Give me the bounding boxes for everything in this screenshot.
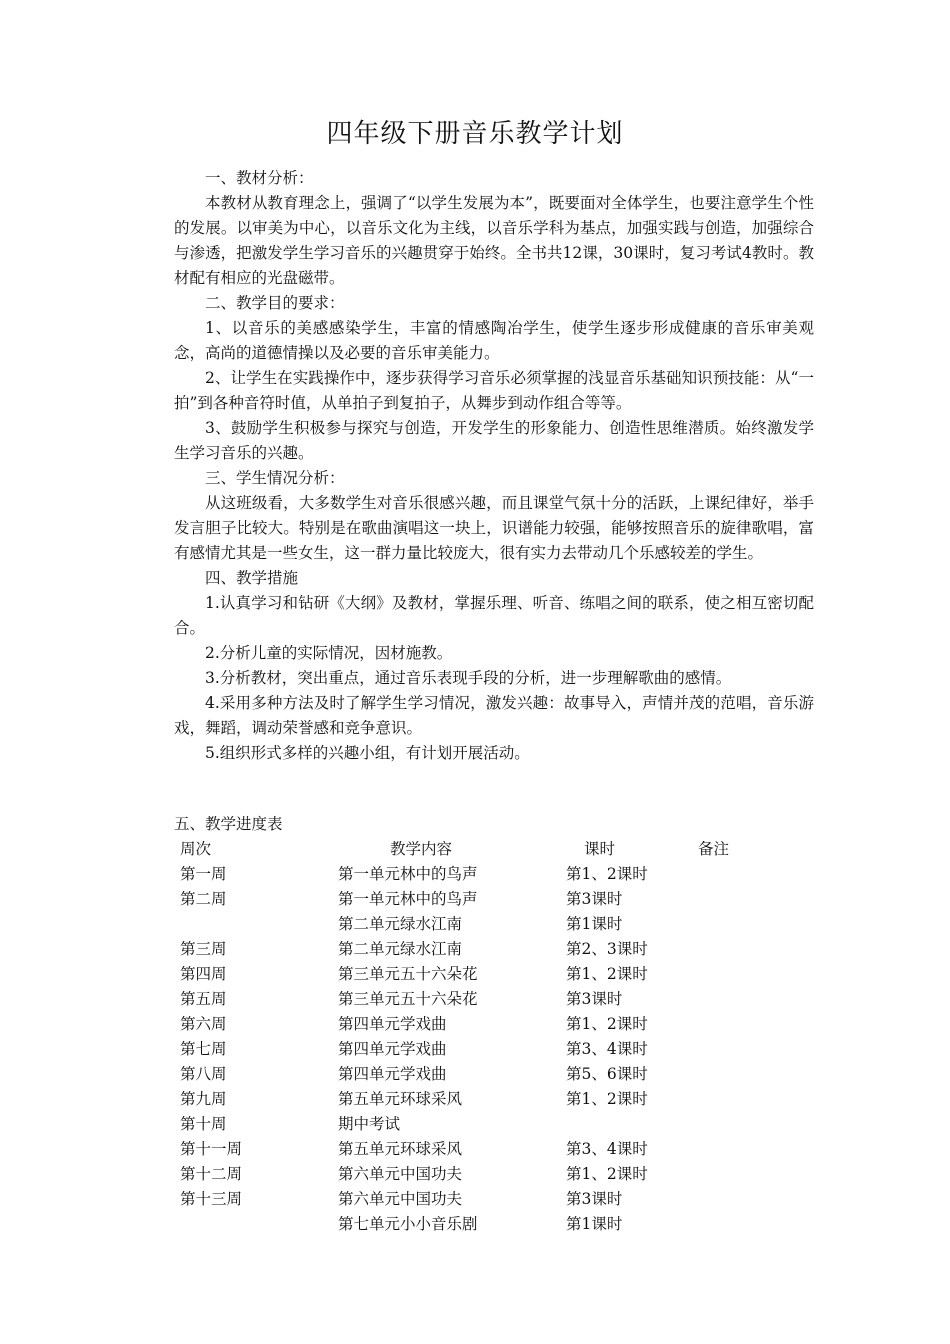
cell-content: 第二单元绿水江南 <box>338 915 463 933</box>
paragraph-measure-5: 5.组织形式多样的兴趣小组，有计划开展活动。 <box>205 744 530 762</box>
cell-hours: 第1课时 <box>566 915 623 933</box>
cell-content: 期中考试 <box>338 1115 401 1133</box>
cell-hours: 第1、2课时 <box>566 1090 648 1108</box>
cell-hours: 第1、2课时 <box>566 865 648 883</box>
schedule-header-row <box>174 837 814 862</box>
paragraph-goal-3: 3、鼓励学生积极参与探究与创造，开发学生的形象能力、创造性思维潜质。始终激发学生学习音乐的兴趣。 <box>174 419 814 462</box>
cell-week: 第十二周 <box>180 1165 243 1183</box>
table-row <box>174 887 814 912</box>
table-row <box>174 1137 814 1162</box>
table-row <box>174 1212 814 1237</box>
cell-week: 第八周 <box>180 1065 227 1083</box>
paragraph-goal-1: 1、以音乐的美感感染学生，丰富的情感陶冶学生，使学生逐步形成健康的音乐审美观念，高尚的道德情操以及必要的音乐审美能力。 <box>174 319 814 362</box>
cell-content: 第四单元学戏曲 <box>338 1015 447 1033</box>
cell-hours: 第3、4课时 <box>566 1040 648 1058</box>
document-body <box>174 166 814 766</box>
paragraph-measure-3: 3.分析教材，突出重点，通过音乐表现手段的分析，进一步理解歌曲的感情。 <box>205 669 732 687</box>
cell-content: 第五单元环球采风 <box>338 1140 463 1158</box>
table-row <box>174 912 814 937</box>
cell-hours: 第1、2课时 <box>566 1015 648 1033</box>
cell-content: 第七单元小小音乐剧 <box>338 1215 478 1233</box>
cell-content: 第六单元中国功夫 <box>338 1190 463 1208</box>
cell-week: 第七周 <box>180 1040 227 1058</box>
header-week: 周次 <box>180 840 212 858</box>
section-heading-materials: 一、教材分析： <box>205 169 314 187</box>
cell-content: 第四单元学戏曲 <box>338 1065 447 1083</box>
cell-hours: 第1、2课时 <box>566 1165 648 1183</box>
cell-content: 第六单元中国功夫 <box>338 1165 463 1183</box>
cell-week: 第一周 <box>180 865 227 883</box>
section-heading-measures: 四、教学措施 <box>205 569 299 587</box>
schedule-table <box>174 812 814 1237</box>
table-row <box>174 937 814 962</box>
cell-hours: 第3课时 <box>566 990 623 1008</box>
paragraph-measure-4: 4.采用多种方法及时了解学生学习情况，激发兴趣：故事导入，声情并茂的范唱，音乐游戏，舞蹈，调动荣誉感和竞争意识。 <box>174 694 814 737</box>
schedule-heading-row <box>174 812 814 837</box>
section-heading-schedule: 五、教学进度表 <box>174 815 283 833</box>
table-row <box>174 1037 814 1062</box>
cell-hours: 第3课时 <box>566 890 623 908</box>
table-row <box>174 862 814 887</box>
cell-week: 第二周 <box>180 890 227 908</box>
cell-week: 第九周 <box>180 1090 227 1108</box>
cell-week: 第十周 <box>180 1115 227 1133</box>
cell-content: 第二单元绿水江南 <box>338 940 463 958</box>
cell-hours: 第2、3课时 <box>566 940 648 958</box>
table-row <box>174 1112 814 1137</box>
cell-week: 第十一周 <box>180 1140 243 1158</box>
schedule-rows <box>174 862 814 1237</box>
table-row <box>174 1062 814 1087</box>
cell-content: 第四单元学戏曲 <box>338 1040 447 1058</box>
cell-week: 第三周 <box>180 940 227 958</box>
table-row <box>174 1162 814 1187</box>
paragraph-materials: 本教材从教育理念上，强调了“以学生发展为本”，既要面对全体学生，也要注意学生个性的发展。以审美为中心，以音乐文化为主线，以音乐学科为基点，加强实践与创造，加强综合与渗透，把激发学生学习音乐的兴趣贯穿于始终。全书共12课，30课时，复习考试4教时。教材配有相应的光盘磁带。 <box>174 194 814 287</box>
cell-hours: 第1课时 <box>566 1215 623 1233</box>
table-row <box>174 1087 814 1112</box>
cell-week: 第十三周 <box>180 1190 243 1208</box>
header-note: 备注 <box>698 840 730 858</box>
header-hours: 课时 <box>584 840 616 858</box>
paragraph-measure-1: 1.认真学习和钻研《大纲》及教材，掌握乐理、听音、练唱之间的联系，使之相互密切配合。 <box>174 594 814 637</box>
cell-hours: 第3、4课时 <box>566 1140 648 1158</box>
cell-hours: 第3课时 <box>566 1190 623 1208</box>
cell-content: 第三单元五十六朵花 <box>338 965 478 983</box>
cell-content: 第一单元林中的鸟声 <box>338 890 478 908</box>
cell-content: 第五单元环球采风 <box>338 1090 463 1108</box>
paragraph-goal-2: 2、让学生在实践操作中，逐步获得学习音乐必须掌握的浅显音乐基础知识预技能：从“一拍”到各种音符时值，从单拍子到复拍子，从舞步到动作组合等等。 <box>174 369 814 412</box>
cell-week: 第六周 <box>180 1015 227 1033</box>
table-row <box>174 962 814 987</box>
header-content: 教学内容 <box>390 840 453 858</box>
table-row <box>174 1187 814 1212</box>
table-row <box>174 987 814 1012</box>
paragraph-students: 从这班级看，大多数学生对音乐很感兴趣，而且课堂气氛十分的活跃，上课纪律好，举手发言胆子比较大。特别是在歌曲演唱这一块上，识谱能力较强，能够按照音乐的旋律歌唱，富有感情尤其是一些女生，这一群力量比较庞大，很有实力去带动几个乐感较差的学生。 <box>174 494 814 562</box>
cell-content: 第一单元林中的鸟声 <box>338 865 478 883</box>
cell-content: 第三单元五十六朵花 <box>338 990 478 1008</box>
cell-hours: 第5、6课时 <box>566 1065 648 1083</box>
paragraph-measure-2: 2.分析儿童的实际情况，因材施教。 <box>205 644 453 662</box>
table-row <box>174 1012 814 1037</box>
cell-week: 第五周 <box>180 990 227 1008</box>
cell-hours: 第1、2课时 <box>566 965 648 983</box>
section-heading-goals: 二、教学目的要求： <box>205 294 345 312</box>
cell-week: 第四周 <box>180 965 227 983</box>
section-heading-students: 三、学生情况分析： <box>205 469 345 487</box>
page-title: 四年级下册音乐教学计划 <box>326 119 624 149</box>
